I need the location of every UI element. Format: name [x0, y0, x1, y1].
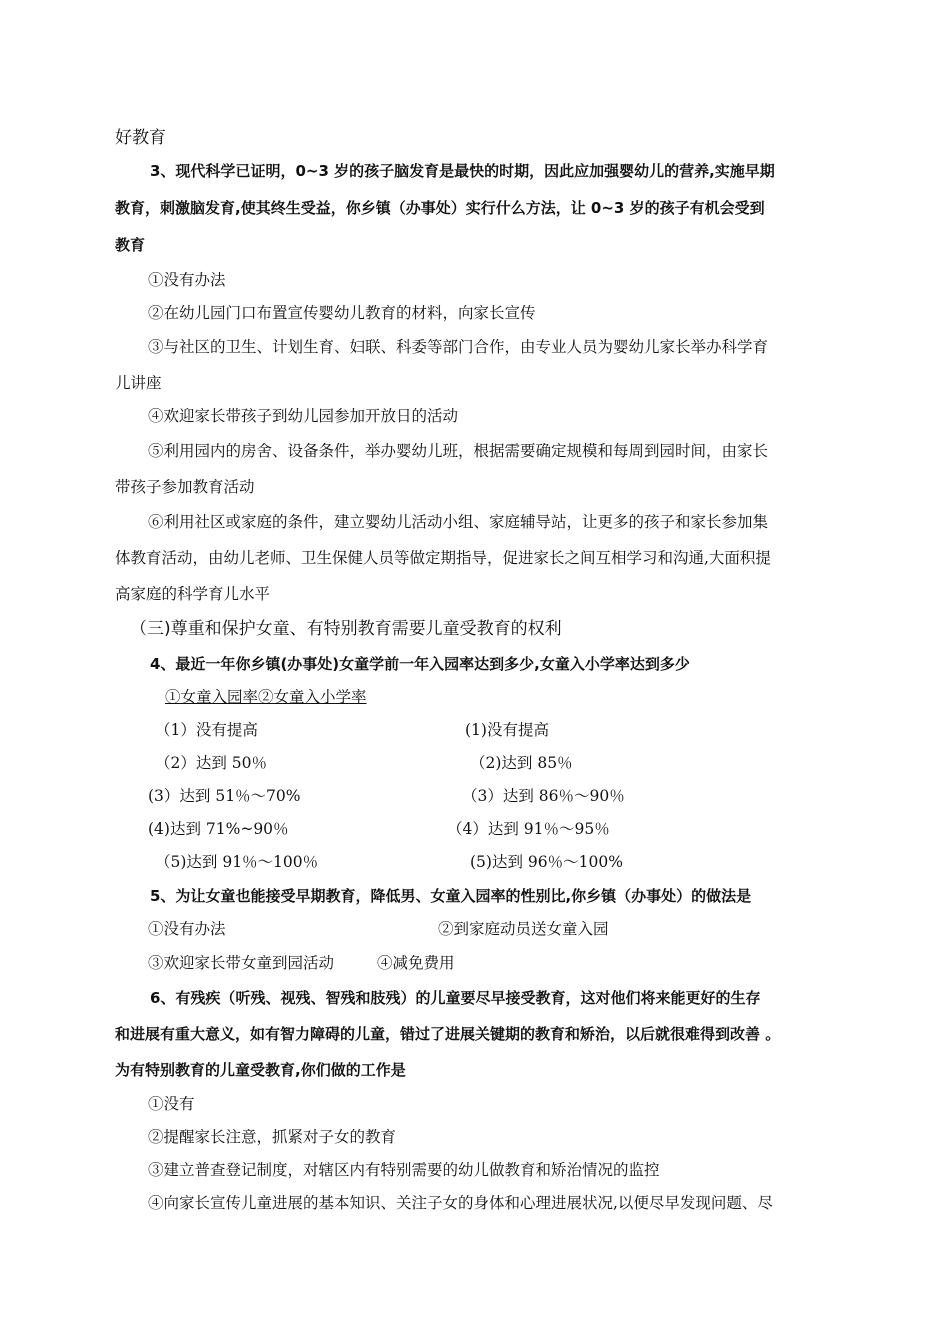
q4-col2-item-2: （2)达到 85％ [470, 754, 573, 772]
q4-col1-item-3: (3）达到 51％～70% [148, 787, 301, 805]
q4-col2-item-3: （3）达到 86％～90％ [462, 787, 625, 805]
q6-line-2: 和进展有重大意义，如有智力障碍的儿童，错过了进展关键期的教育和矫治，以后就很难得到改善 。 [115, 1025, 781, 1043]
q4-col1-item-4: (4)达到 71%~90％ [148, 820, 289, 838]
q6-option-4: ④向家长宣传儿童进展的基本知识、关注子女的身体和心理进展状况,以便尽早发现问题、尽 [148, 1194, 773, 1212]
q3-line-3: 教育 [115, 236, 146, 254]
intro-tail-text: 好教育 [115, 128, 166, 148]
q3-option-6-cont-1: 体教育活动，由幼儿老师、卫生保健人员等做定期指导，促进家长之间互相学习和沟通,大面积提 [115, 549, 771, 567]
q3-option-6: ⑥利用社区或家庭的条件，建立婴幼儿活动小组、家庭辅导站，让更多的孩子和家长参加集 [148, 513, 769, 531]
q3-line-2: 教育，刺激脑发育,使其终生受益，你乡镇（办事处）实行什么方法，让 0~3 岁的孩子有机会受到 [115, 199, 765, 217]
q4-col1-item-2: （2）达到 50％ [155, 754, 268, 772]
q4-col1-item-5: （5)达到 91％～100％ [155, 853, 319, 871]
q3-line-1: 3、现代科学已证明，0~3 岁的孩子脑发育是最快的时期，因此应加强婴幼儿的营养,实施早期 [150, 162, 775, 180]
q5-option-3: ③欢迎家长带女童到园活动 [148, 954, 335, 972]
section-heading: （三)尊重和保护女童、有特别教育需要儿童受教育的权利 [130, 619, 562, 639]
q5-option-4: ④减免费用 [377, 954, 455, 972]
q4-subheader: ①女童入园率②女童入小学率 [165, 688, 367, 706]
q6-option-3: ③建立普查登记制度，对辖区内有特别需要的幼儿做教育和矫治情况的监控 [148, 1161, 660, 1179]
q3-option-6-cont-2: 高家庭的科学育儿水平 [115, 585, 271, 603]
q5-question: 5、为让女童也能接受早期教育，降低男、女童入园率的性别比,你乡镇（办事处）的做法是 [150, 887, 752, 905]
q4-col1-item-1: （1）没有提高 [155, 721, 258, 739]
q6-line-3: 为有特别教育的儿童受教育,你们做的工作是 [115, 1061, 406, 1079]
q6-line-1: 6、有残疾（听残、视残、智残和肢残）的儿童要尽早接受教育，这对他们将来能更好的生存 [150, 989, 761, 1007]
q3-option-4: ④欢迎家长带孩子到幼儿园参加开放日的活动 [148, 407, 459, 425]
q3-option-5: ⑤利用园内的房舍、设备条件，举办婴幼儿班，根据需要确定规模和每周到园时间，由家长 [148, 442, 769, 460]
q4-col2-item-4: （4）达到 91％～95％ [447, 820, 610, 838]
q4-col2-item-5: (5)达到 96％～100% [470, 853, 623, 871]
q3-option-5-cont: 带孩子参加教育活动 [115, 478, 255, 496]
q5-option-1: ①没有办法 [148, 920, 226, 938]
q4-col2-item-1: (1)没有提高 [465, 721, 549, 739]
q3-option-2: ②在幼儿园门口布置宣传婴幼儿教育的材料，向家长宣传 [148, 304, 536, 322]
q6-option-2: ②提醒家长注意，抓紧对子女的教育 [148, 1128, 397, 1146]
q4-question: 4、最近一年你乡镇(办事处)女童学前一年入园率达到多少,女童入小学率达到多少 [150, 655, 690, 673]
q5-option-2: ②到家庭动员送女童入园 [438, 920, 609, 938]
q3-option-3: ③与社区的卫生、计划生育、妇联、科委等部门合作，由专业人员为婴幼儿家长举办科学育 [148, 338, 769, 356]
q3-option-3-cont: 儿讲座 [115, 374, 162, 392]
q3-option-1: ①没有办法 [148, 271, 226, 289]
q6-option-1: ①没有 [148, 1095, 195, 1113]
